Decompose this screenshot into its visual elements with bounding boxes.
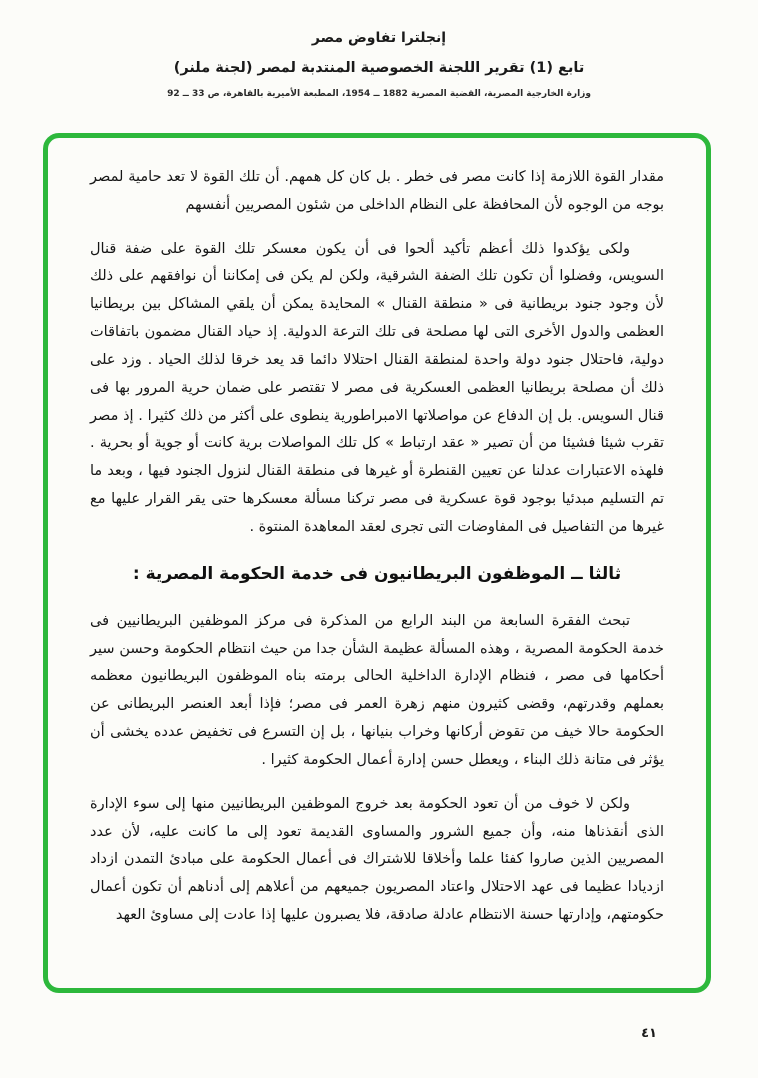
- document-header: [0, 30, 758, 99]
- header-title: إنجلترا تفاوض مصر: [311, 30, 447, 46]
- body-paragraph-3: تبحث الفقرة السابعة من البند الرابع من المذكرة فى مركز الموظفين البريطانيين فى خدمة الحكومة المصرية ، وهذه المسألة عظيمة الشأن جدا من حيث انتظام الحكومة وحسن سير أحكامها فى مصر ، فنظام الإدارة الداخلية الحالى برمته بناه الموظفون البريطانيون معظمه بعملهم وقدرتهم، وقضى كثيرون منهم زهرة العمر فى مصر؛ فإذا أبعد العنصر البريطانى عن الحكومة حالا خيف من تقوض أركانها وخراب بنيانها ، بل إن التسرع فى تخفيض عدده يخشى أن يؤثر فى متانة ذلك البناء ، ويعطل حسن إدارة أعمال الحكومة كثيرا .: [90, 612, 664, 768]
- text-frame-border: [43, 133, 711, 993]
- page-number: ٤١: [641, 1026, 657, 1041]
- body-paragraph-2: ولكى يؤكدوا ذلك أعظم تأكيد ألحوا فى أن يكون معسكر تلك القوة على ضفة قنال السويس، وفضلوا أن تكون تلك الضفة الشرقية، ولكن لم يكن فى إمكاننا أن نوافقهم على ذلك لأن وجود جنود بريطانية فى « منطقة القنال » المحايدة يمكن أن يلقي المشاكل بين بريطانيا العظمى والدول الأخرى التى لها مصلحة فى تلك الترعة الدولية. إذ حياد القنال مضمون باتفاقات دولية، فاحتلال جنود دولة واحدة لمنطقة القنال احتلالا دائما قد يعد خرقا لذلك الحياد . وزد على ذلك أن مصلحة بريطانيا العظمى العسكرية فى مصر لا تقتصر على ضمان حرية المرور بها فى قنال السويس. بل إن الدفاع عن مواصلاتها الامبراطورية ينطوى على أكثر من ذلك كثيرا . إذ مصر تقرب شيئا فشيئا من أن تصير « عقد ارتباط » كل تلك المواصلات برية كانت أو جوية أو بحرية . فلهذه الاعتبارات عدلنا عن تعيين القنطرة أو غيرها فى منطقة القنال لنزول الجنود فيها ، وبعد ما تم التسليم مبدئيا بوجود قوة عسكرية فى مصر تركنا مسألة معسكرها حتى يقر القرار عليها مع غيرها من التفاصيل فى المفاوضات التى تجرى لعقد المعاهدة المنتوة .: [90, 240, 664, 535]
- header-source-citation: وزارة الخارجية المصرية، القضية المصرية 1882 ــ 1954، المطبعة الأميرية بالقاهرة، ص 33 ــ 92: [167, 89, 591, 99]
- header-subtitle: تابع (1) تقرير اللجنة الخصوصية المنتدبة لمصر (لجنة ملنر): [173, 60, 585, 76]
- body-paragraph-1: مقدار القوة اللازمة إذا كانت مصر فى خطر . بل كان كل همهم. أن تلك القوة لا تعد حامية لمصر بوجه من الوجوه لأن المحافظة على النظام الداخلى من شئون المصريين أنفسهم: [90, 169, 664, 213]
- body-paragraph-4: ولكن لا خوف من أن تعود الحكومة بعد خروج الموظفين البريطانيين منها إلى سوء الإدارة الذى أنقذناها منه، وأن جميع الشرور والمساوى القديمة تعود إلى ما كانت عليه، لأن عدد المصريين الذين صاروا كفئا علما وأخلاقا للاشتراك فى أعمال الحكومة على مبادئ التمدن ازداد ازديادا عظيما فى عهد الاحتلال واعتاد المصريون جميعهم من أعلاهم إلى أدناهم أن تكون أعمال حكومتهم، وإدارتها حسنة الانتظام عادلة صادقة، فلا يصبرون عليها إذا عادت إلى مساوئ العهد: [90, 795, 664, 924]
- section-heading: ثالثا ــ الموظفون البريطانيون فى خدمة الحكومة المصرية :: [132, 563, 622, 584]
